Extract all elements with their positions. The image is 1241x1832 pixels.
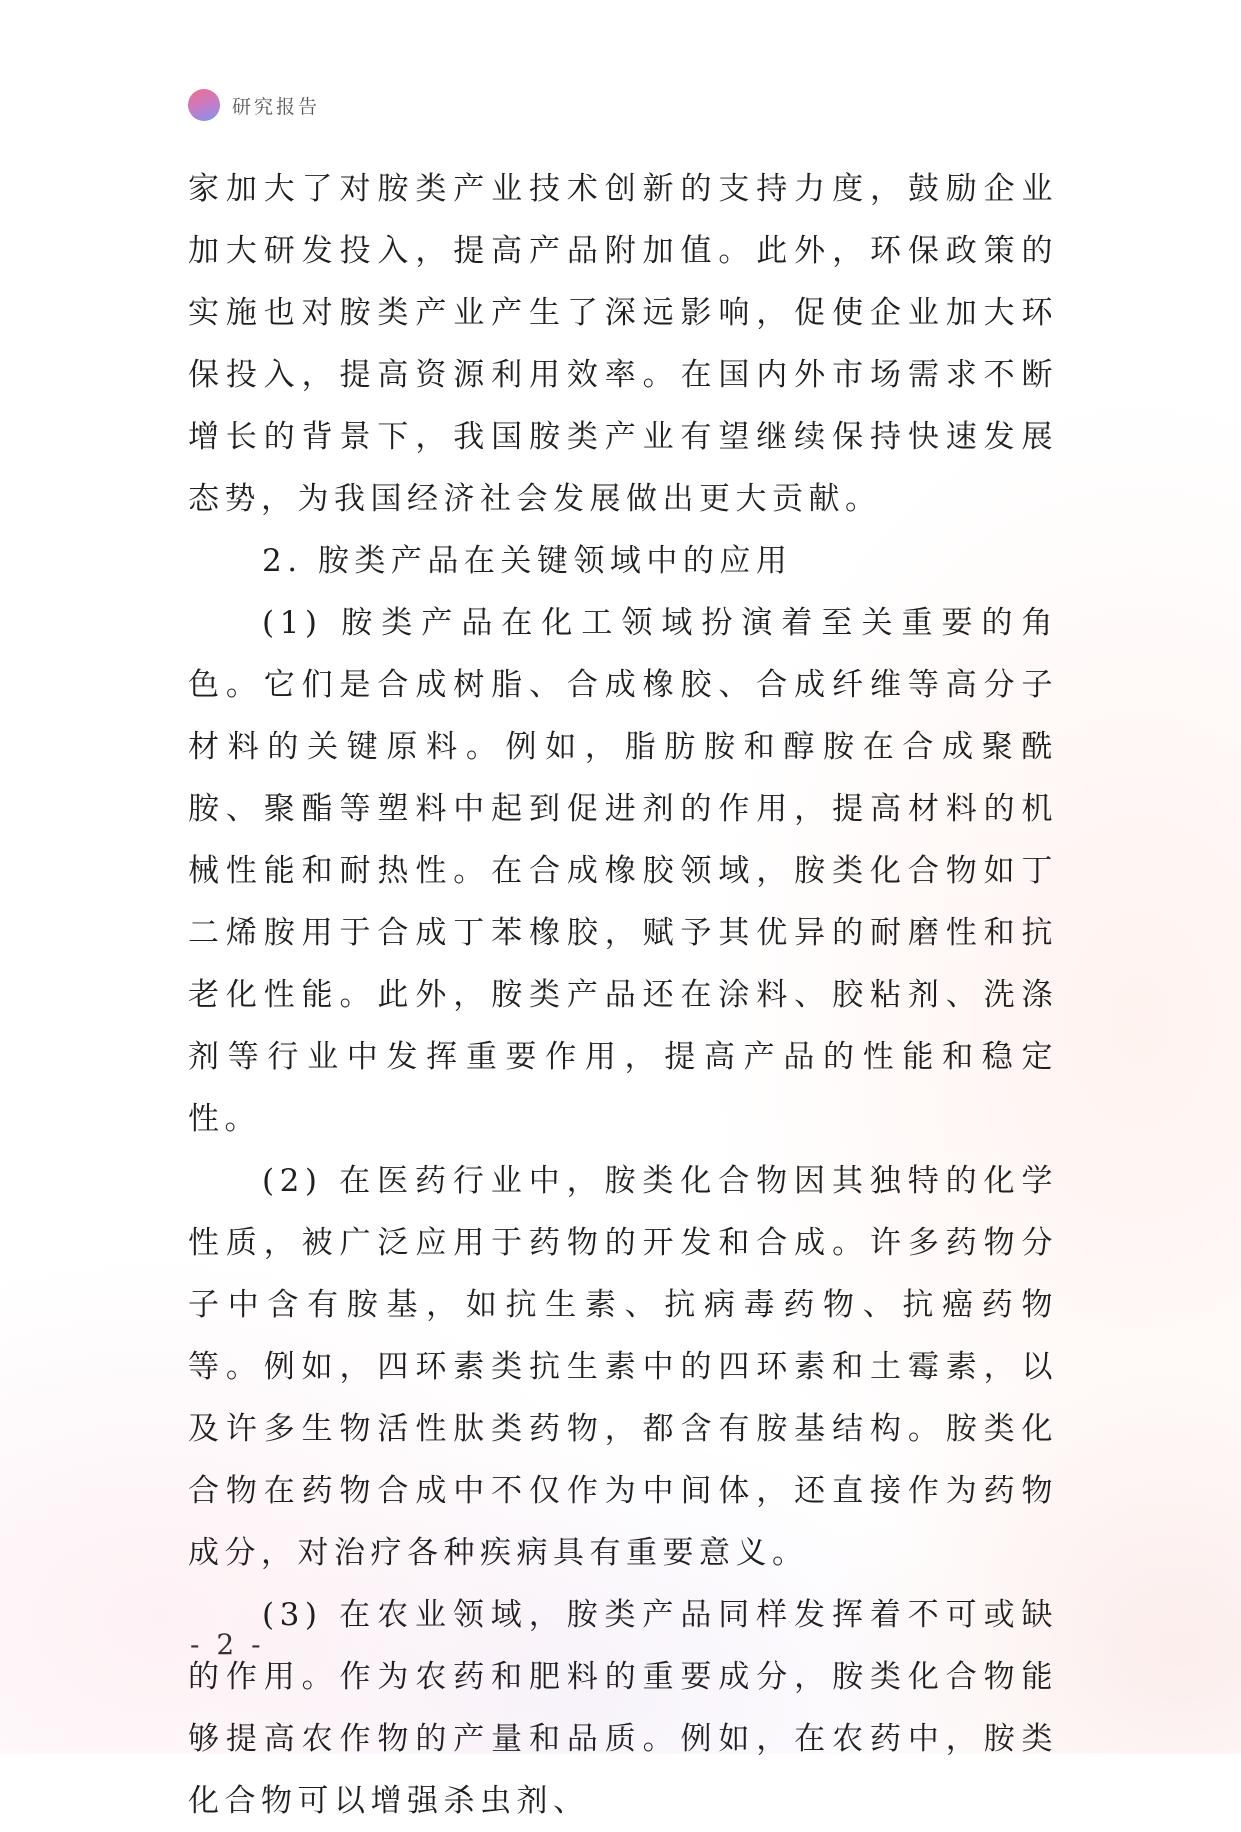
page-header (188, 88, 320, 122)
paragraph-continuation: 家加大了对胺类产业技术创新的支持力度，鼓励企业加大研发投入，提高产品附加值。此外，环保政策的实施也对胺类产业产生了深远影响，促使企业加大环保投入，提高资源利用效率。在国内外市场需求不断增长的背景下，我国胺类产业有望继续保持快速发展态势，为我国经济社会发展做出更大贡献。 (188, 171, 1058, 517)
section-heading: 2. 胺类产品在关键领域中的应用 (262, 543, 793, 579)
page-number: - 2 - (190, 1628, 265, 1661)
paragraph-chemical: (1) 胺类产品在化工领域扮演着至关重要的角色。它们是合成树脂、合成橡胶、合成纤维等高分子材料的关键原料。例如，脂肪胺和醇胺在合成聚酰胺、聚酯等塑料中起到促进剂的作用，提高材料的机械性能和耐热性。在合成橡胶领域，胺类化合物如丁二烯胺用于合成丁苯橡胶，赋予其优异的耐磨性和抗老化性能。此外，胺类产品还在涂料、胶粘剂、洗涤剂等行业中发挥重要作用，提高产品的性能和稳定性。 (188, 605, 1058, 1137)
body-text (188, 158, 1058, 1832)
paragraph-agriculture: (3) 在农业领域，胺类产品同样发挥着不可或缺的作用。作为农药和肥料的重要成分，胺类化合物能够提高农作物的产量和品质。例如，在农药中，胺类化合物可以增强杀虫剂、 (188, 1597, 1058, 1819)
logo-circle-icon (188, 89, 220, 121)
paragraph-medical: (2) 在医药行业中，胺类化合物因其独特的化学性质，被广泛应用于药物的开发和合成。许多药物分子中含有胺基，如抗生素、抗病毒药物、抗癌药物等。例如，四环素类抗生素中的四环素和土霉素，以及许多生物活性肽类药物，都含有胺基结构。胺类化合物在药物合成中不仅作为中间体，还直接作为药物成分，对治疗各种疾病具有重要意义。 (188, 1163, 1058, 1571)
header-title: 研究报告 (232, 95, 321, 118)
